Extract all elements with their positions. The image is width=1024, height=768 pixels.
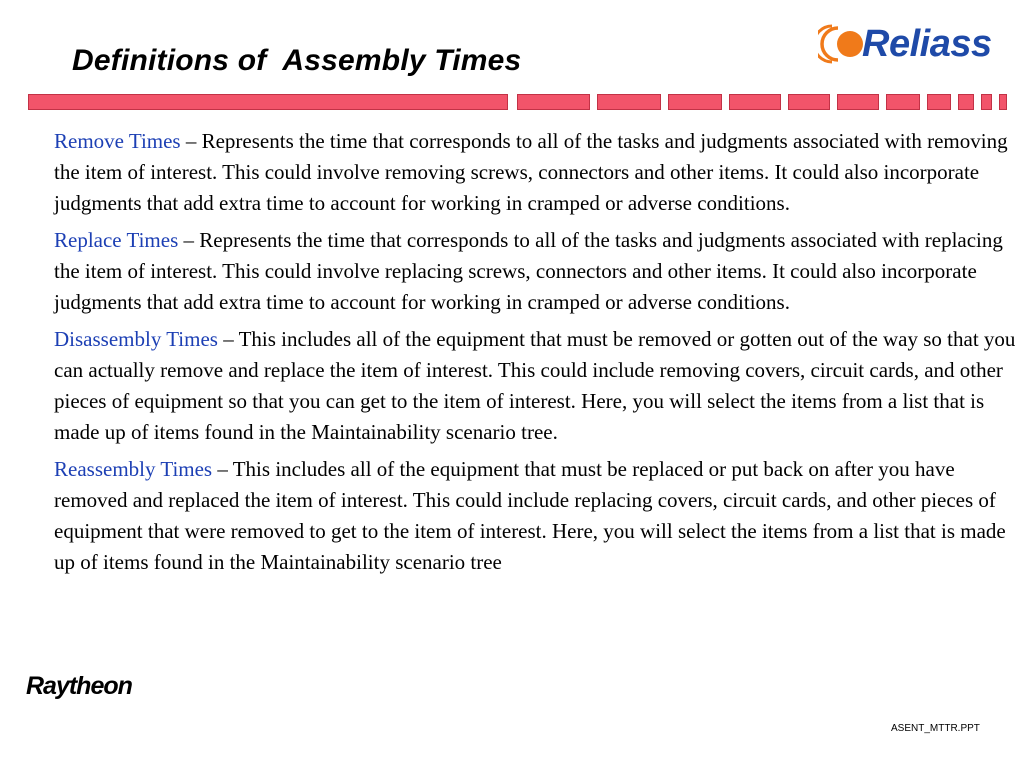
- definition-text: – This includes all of the equipment that must be removed or gotten out of the way so that you can actually remove and replace the item of interest. This could include removing covers, circuit cards, and other pieces of equipment so that you can get to the item of interest. Here, you will select the items from a list that is made up of items found in the Maintainability scenario tree.: [54, 327, 1016, 444]
- reliass-logo: [818, 20, 992, 68]
- reliass-logo-text: Reliass: [862, 22, 992, 65]
- bar-segment: [999, 94, 1007, 110]
- definition-term: Replace Times: [54, 228, 179, 252]
- bar-segment: [28, 94, 508, 110]
- definition-text: – Represents the time that corresponds to all of the tasks and judgments associated with removing the item of interest. This could involve removing screws, connectors and other items. It could also incorporate judgments that add extra time to account for working in cramped or adverse conditions.: [54, 129, 1008, 215]
- definition-replace-times: [54, 225, 1020, 318]
- raytheon-logo: Raytheon: [26, 672, 132, 700]
- bar-segment: [788, 94, 830, 110]
- definition-reassembly-times: [54, 454, 1020, 578]
- bar-segment: [668, 94, 722, 110]
- definitions-body: [54, 126, 1020, 584]
- bar-segment: [597, 94, 661, 110]
- slide-title: Definitions of Assembly Times: [72, 44, 522, 77]
- bar-segment: [517, 94, 590, 110]
- definition-text: – This includes all of the equipment that must be replaced or put back on after you have removed and replaced the item of interest. This could include replacing covers, circuit cards, and other pieces of equipment that were removed to get to the item of interest. Here, you will select the items from a list that is made up of items found in the Maintainability scenario tree: [54, 457, 1006, 574]
- definition-term: Disassembly Times: [54, 327, 218, 351]
- bar-segment: [837, 94, 879, 110]
- definition-term: Reassembly Times: [54, 457, 213, 481]
- bar-segment: [729, 94, 781, 110]
- footer-filename: ASENT_MTTR.PPT: [891, 723, 980, 734]
- bar-segment: [958, 94, 974, 110]
- definition-term: Remove Times: [54, 129, 181, 153]
- bar-segment: [886, 94, 920, 110]
- bar-segment: [927, 94, 951, 110]
- definition-remove-times: [54, 126, 1020, 219]
- definition-disassembly-times: [54, 324, 1020, 448]
- reliass-swoosh-icon: [818, 22, 864, 66]
- definition-text: – Represents the time that corresponds to all of the tasks and judgments associated with replacing the item of interest. This could involve replacing screws, connectors and other items. It could also incorporate judgments that add extra time to account for working in cramped or adverse conditions.: [54, 228, 1003, 314]
- bar-segment: [981, 94, 992, 110]
